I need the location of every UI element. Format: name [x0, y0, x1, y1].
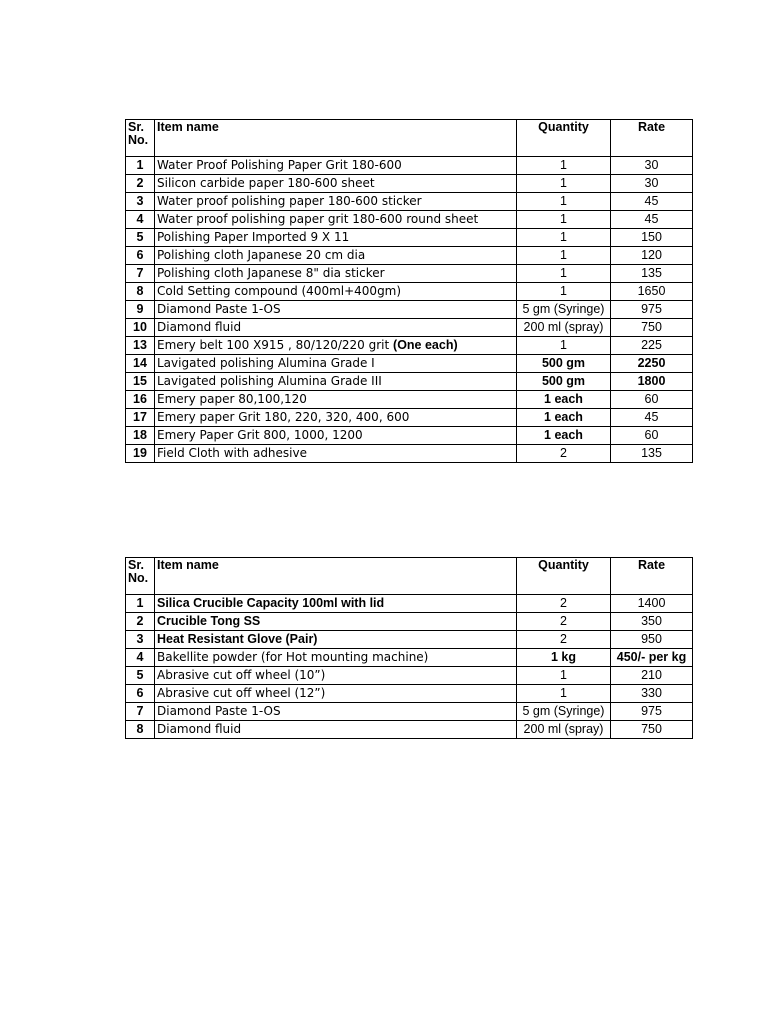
row-rate: 60 [611, 391, 693, 409]
row-item-name: Crucible Tong SS [155, 613, 517, 631]
row-rate: 60 [611, 427, 693, 445]
row-rate: 750 [611, 721, 693, 739]
table-row [126, 595, 693, 613]
row-sr-no: 1 [126, 595, 155, 613]
row-quantity: 1 [517, 229, 611, 247]
row-sr-no: 7 [126, 703, 155, 721]
row-item-emphasis: (One each) [393, 338, 458, 352]
row-rate: 1400 [611, 595, 693, 613]
header-quantity: Quantity [517, 558, 611, 595]
table-row [126, 373, 693, 391]
row-quantity: 200 ml (spray) [517, 721, 611, 739]
row-sr-no: 5 [126, 667, 155, 685]
row-sr-no: 10 [126, 319, 155, 337]
row-quantity: 1 [517, 265, 611, 283]
row-sr-no: 14 [126, 355, 155, 373]
row-rate: 45 [611, 211, 693, 229]
row-item-name: Water proof polishing paper grit 180-600 round sheet [155, 211, 517, 229]
row-rate: 135 [611, 445, 693, 463]
header-rate: Rate [611, 120, 693, 157]
row-quantity: 5 gm (Syringe) [517, 703, 611, 721]
row-item-name: Polishing Paper Imported 9 X 11 [155, 229, 517, 247]
row-quantity: 1 [517, 193, 611, 211]
items-table-2 [125, 557, 693, 739]
row-rate: 30 [611, 175, 693, 193]
row-sr-no: 15 [126, 373, 155, 391]
row-sr-no: 13 [126, 337, 155, 355]
table-row [126, 157, 693, 175]
row-rate: 450/- per kg [611, 649, 693, 667]
row-item-name: Bakellite powder (for Hot mounting machine) [155, 649, 517, 667]
row-item-name: Polishing cloth Japanese 8" dia sticker [155, 265, 517, 283]
row-rate: 975 [611, 703, 693, 721]
row-sr-no: 5 [126, 229, 155, 247]
table-row [126, 409, 693, 427]
row-item-text: Emery belt 100 X915 , 80/120/220 grit [157, 338, 394, 352]
row-rate: 120 [611, 247, 693, 265]
row-sr-no: 9 [126, 301, 155, 319]
row-item-name: Abrasive cut off wheel (10”) [155, 667, 517, 685]
table-row [126, 301, 693, 319]
table-row [126, 175, 693, 193]
table-header-row [126, 120, 693, 157]
row-sr-no: 18 [126, 427, 155, 445]
row-item-name: Diamond Paste 1-OS [155, 703, 517, 721]
row-sr-no: 3 [126, 193, 155, 211]
header-sr-no: Sr. No. [126, 558, 155, 595]
row-item-name: Diamond Paste 1-OS [155, 301, 517, 319]
row-rate: 750 [611, 319, 693, 337]
table-row [126, 685, 693, 703]
row-item-name: Abrasive cut off wheel (12”) [155, 685, 517, 703]
row-item-name: Heat Resistant Glove (Pair) [155, 631, 517, 649]
row-rate: 330 [611, 685, 693, 703]
table-row [126, 649, 693, 667]
row-rate: 225 [611, 337, 693, 355]
row-rate: 210 [611, 667, 693, 685]
table-row [126, 355, 693, 373]
row-item-name: Cold Setting compound (400ml+400gm) [155, 283, 517, 301]
table-row [126, 427, 693, 445]
row-quantity: 5 gm (Syringe) [517, 301, 611, 319]
row-item-name: Silica Crucible Capacity 100ml with lid [155, 595, 517, 613]
row-quantity: 1 [517, 283, 611, 301]
table-header-row [126, 558, 693, 595]
table-row [126, 721, 693, 739]
row-quantity: 1 [517, 157, 611, 175]
table-row [126, 193, 693, 211]
table-row [126, 229, 693, 247]
row-sr-no: 1 [126, 157, 155, 175]
row-rate: 1650 [611, 283, 693, 301]
row-sr-no: 16 [126, 391, 155, 409]
row-item-name: Water Proof Polishing Paper Grit 180-600 [155, 157, 517, 175]
row-item-name: Emery paper Grit 180, 220, 320, 400, 600 [155, 409, 517, 427]
table-row [126, 265, 693, 283]
row-item-name: Polishing cloth Japanese 20 cm dia [155, 247, 517, 265]
row-rate: 45 [611, 193, 693, 211]
row-quantity: 500 gm [517, 373, 611, 391]
table-row [126, 445, 693, 463]
row-rate: 30 [611, 157, 693, 175]
row-item-name: Lavigated polishing Alumina Grade III [155, 373, 517, 391]
row-item-name: Silicon carbide paper 180-600 sheet [155, 175, 517, 193]
row-rate: 975 [611, 301, 693, 319]
row-quantity: 1 each [517, 391, 611, 409]
row-quantity: 1 [517, 175, 611, 193]
header-item-name: Item name [155, 120, 517, 157]
row-rate: 150 [611, 229, 693, 247]
row-quantity: 1 [517, 337, 611, 355]
row-item-name: Diamond fluid [155, 319, 517, 337]
row-sr-no: 8 [126, 283, 155, 301]
table-row [126, 337, 693, 355]
header-quantity: Quantity [517, 120, 611, 157]
row-quantity: 1 kg [517, 649, 611, 667]
table-row [126, 319, 693, 337]
row-quantity: 1 [517, 247, 611, 265]
table-row [126, 247, 693, 265]
row-sr-no: 17 [126, 409, 155, 427]
header-item-name: Item name [155, 558, 517, 595]
row-sr-no: 2 [126, 613, 155, 631]
header-rate: Rate [611, 558, 693, 595]
row-quantity: 1 [517, 667, 611, 685]
row-rate: 2250 [611, 355, 693, 373]
row-sr-no: 2 [126, 175, 155, 193]
row-item-name: Lavigated polishing Alumina Grade I [155, 355, 517, 373]
row-item-name: Water proof polishing paper 180-600 sticker [155, 193, 517, 211]
row-rate: 950 [611, 631, 693, 649]
row-quantity: 1 each [517, 427, 611, 445]
header-sr-no: Sr. No. [126, 120, 155, 157]
row-item-name: Emery Paper Grit 800, 1000, 1200 [155, 427, 517, 445]
row-sr-no: 6 [126, 685, 155, 703]
table-row [126, 667, 693, 685]
row-sr-no: 7 [126, 265, 155, 283]
row-rate: 45 [611, 409, 693, 427]
row-item-name: Emery paper 80,100,120 [155, 391, 517, 409]
row-sr-no: 4 [126, 649, 155, 667]
row-quantity: 2 [517, 631, 611, 649]
row-quantity: 1 [517, 685, 611, 703]
row-quantity: 2 [517, 595, 611, 613]
row-rate: 1800 [611, 373, 693, 391]
row-quantity: 1 each [517, 409, 611, 427]
table-row [126, 211, 693, 229]
row-quantity: 1 [517, 211, 611, 229]
table-row [126, 391, 693, 409]
row-quantity: 200 ml (spray) [517, 319, 611, 337]
table-row [126, 631, 693, 649]
table-row [126, 613, 693, 631]
row-sr-no: 19 [126, 445, 155, 463]
row-quantity: 2 [517, 445, 611, 463]
row-quantity: 500 gm [517, 355, 611, 373]
row-rate: 135 [611, 265, 693, 283]
row-quantity: 2 [517, 613, 611, 631]
table-row [126, 703, 693, 721]
row-item-name: Diamond fluid [155, 721, 517, 739]
items-table-1 [125, 119, 693, 463]
row-sr-no: 6 [126, 247, 155, 265]
table-row [126, 283, 693, 301]
row-sr-no: 3 [126, 631, 155, 649]
row-item-name: Field Cloth with adhesive [155, 445, 517, 463]
row-rate: 350 [611, 613, 693, 631]
row-sr-no: 4 [126, 211, 155, 229]
row-item-name [155, 337, 517, 355]
row-sr-no: 8 [126, 721, 155, 739]
